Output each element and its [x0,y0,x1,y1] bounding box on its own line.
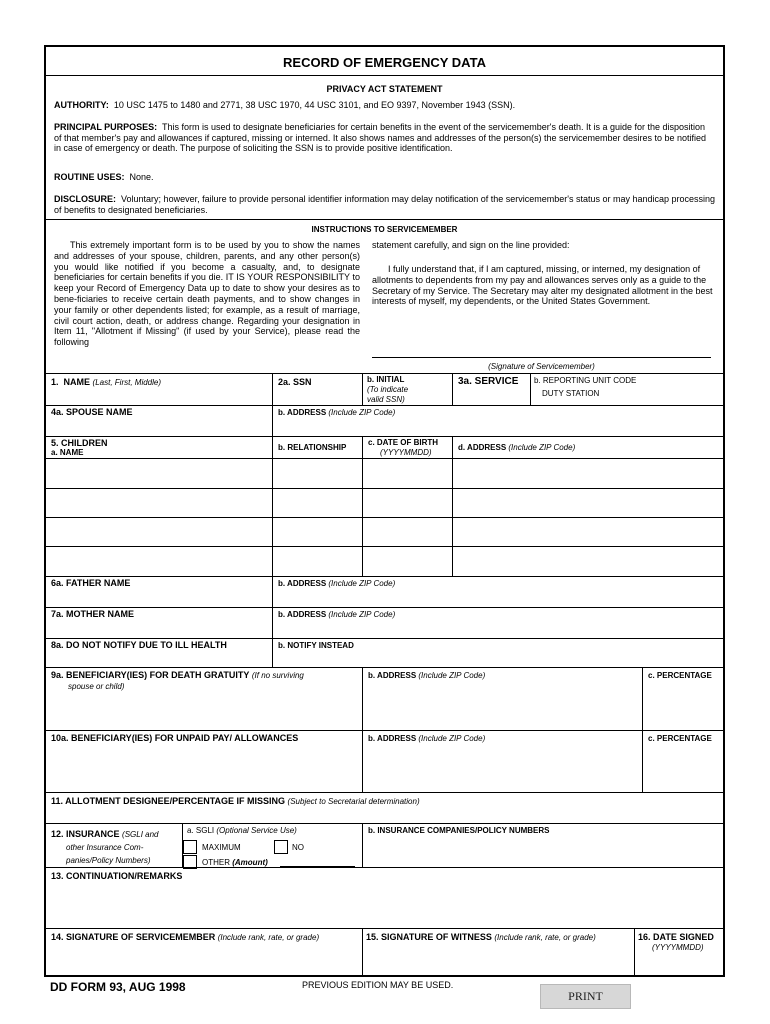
field-6b-address[interactable] [278,579,395,589]
field-12-label: 12. INSURANCE [51,829,120,839]
divider [46,576,723,577]
field-9a-hint2: spouse or child) [68,682,125,691]
field-2b-hint1: (To indicate [367,385,409,394]
instructions-right-intro: statement carefully, and sign on the line provided: [372,240,570,250]
field-1-name-label[interactable] [51,377,161,388]
field-2b-initial[interactable]: b. INITIAL [367,375,405,384]
instructions-statement: I fully understand that, if I am captured, missing, or interned, my designation of allotments to dependents from my pay and allowances serves only as a guide to the Secretary of my Service. The Secretary may alter my designated allotment in the best interests of myself, my dependents, or the United States Government. [372,264,713,307]
field-5-children: 5. CHILDREN [51,438,108,448]
field-2a-ssn[interactable]: 2a. SSN [278,377,312,387]
field-8a-do-not-notify[interactable]: 8a. DO NOT NOTIFY DUE TO ILL HEALTH [51,640,227,650]
form-title: RECORD OF EMERGENCY DATA [283,55,486,70]
print-button[interactable]: PRINT [540,984,631,1009]
field-14-label: 14. SIGNATURE OF SERVICEMEMBER [51,932,216,942]
field-12-hint2: other Insurance Com- [66,843,144,852]
field-12a-label: a. SGLI [187,826,215,835]
divider [46,607,723,608]
edition-note: PREVIOUS EDITION MAY BE USED. [302,980,454,990]
divider [46,638,723,639]
divider [46,667,723,668]
divider [46,75,723,76]
field-12a-sgli [187,826,297,836]
divider [530,373,531,405]
divider [362,928,363,977]
divider [46,730,723,731]
divider [46,867,723,868]
instructions-left-text: This extremely important form is to be used by you to show the names and addresses of your spouse, children, parents, and any other person(s) you would like notified if you become a casualty, and, to designate beneficiaries for certain benefits if you die. IT IS YOUR RESPONSIBILITY to keep your Record of Emergency Data up to date to show your desires as to bene-ficiaries to receive certain death payments, and to show changes in your family or other dependents listed; for example, as a result of marriage, civil court action, death, or address change. Regarding your designation in Item 11, "Allotment if Missing" (if used by your Service), please read the following [54,240,360,348]
field-9c-percentage[interactable]: c. PERCENTAGE [648,671,712,680]
field-9b-label: b. ADDRESS [368,671,417,680]
field-6b-hint: (Include ZIP Code) [328,579,396,588]
field-5d-label: d. ADDRESS [458,443,507,452]
field-9b-address[interactable] [368,671,485,681]
field-11-label: 11. ALLOTMENT DESIGNEE/PERCENTAGE IF MISSING [51,796,286,806]
purposes-statement [54,122,709,154]
divider [272,638,273,667]
authority-statement [54,100,719,111]
field-15-witness[interactable] [366,932,596,943]
disclosure-text: Voluntary; however, failure to provide personal identifier information may delay notification of the servicemember's status or may handicap processing of benefits to designated beneficiaries. [54,194,716,215]
field-12-insurance [51,829,159,840]
divider [46,373,723,374]
child-row[interactable] [46,547,723,576]
field-4b-label: b. ADDRESS [278,408,327,417]
authority-text: 10 USC 1475 to 1480 and 2771, 38 USC 1970, 44 USC 3101, and EO 9397, November 1943 (SSN). [113,100,516,110]
field-1-num: 1. [51,377,59,387]
divider [362,667,363,730]
field-16-date-signed[interactable]: 16. DATE SIGNED [638,932,714,942]
field-3b-reporting-unit[interactable]: b. REPORTING UNIT CODE [534,376,637,385]
field-6a-father-name[interactable]: 6a. FATHER NAME [51,578,131,588]
field-5d-hint: (Include ZIP Code) [508,443,576,452]
field-10a-unpaid-pay[interactable]: 10a. BENEFICIARY(IES) FOR UNPAID PAY/ ALLOWANCES [51,733,299,743]
field-12-hint1: (SGLI and [122,830,159,839]
field-7b-hint: (Include ZIP Code) [328,610,396,619]
divider [272,607,273,638]
field-6b-label: b. ADDRESS [278,579,327,588]
field-10b-hint: (Include ZIP Code) [418,734,486,743]
field-2b-hint2: valid SSN) [367,395,405,404]
field-1-hint: (Last, First, Middle) [92,378,162,387]
divider [642,667,643,730]
divider [272,576,273,607]
no-label: NO [292,843,304,852]
field-10c-percentage[interactable]: c. PERCENTAGE [648,734,712,743]
field-5a-name: a. NAME [51,448,84,457]
divider [46,405,723,406]
routine-label: ROUTINE USES: [54,172,125,182]
field-7b-address[interactable] [278,610,395,620]
purposes-label: PRINCIPAL PURPOSES: [54,122,158,132]
purposes-text: This form is used to designate beneficiaries for certain benefits in the event of the servicemember's death. It is a guide for the disposition of that member's pay and allowances if captured, missing or interned. It also shows names and addresses of the person(s) the servicemember desires to be notified in case of emergency or death. The purpose of soliciting the SSN is to provide positive identification. [54,122,707,153]
divider [362,730,363,792]
child-row[interactable] [46,518,723,546]
signature-caption: (Signature of Servicemember) [488,362,595,371]
field-1-label: NAME [63,377,91,387]
routine-text: None. [129,172,154,182]
divider [46,823,723,824]
field-9a-hint1: (If no surviving [251,671,304,680]
no-checkbox[interactable] [274,840,288,854]
field-5b-relationship: b. RELATIONSHIP [278,443,347,452]
emergency-data-form [44,45,725,977]
field-10b-label: b. ADDRESS [368,734,417,743]
field-12b-companies[interactable]: b. INSURANCE COMPANIES/POLICY NUMBERS [368,826,550,835]
field-7b-label: b. ADDRESS [278,610,327,619]
amount-hint: (Amount) [232,858,268,867]
authority-label: AUTHORITY: [54,100,109,110]
field-9b-hint: (Include ZIP Code) [418,671,486,680]
field-12-hint3: panies/Policy Numbers) [66,856,151,865]
field-12a-hint: (Optional Service Use) [216,826,297,835]
maximum-checkbox[interactable] [183,840,197,854]
field-3b-duty-station[interactable]: DUTY STATION [542,389,600,398]
disclosure-label: DISCLOSURE: [54,194,117,204]
divider [46,928,723,929]
divider [362,373,363,405]
field-10b-address[interactable] [368,734,485,744]
privacy-heading: PRIVACY ACT STATEMENT [326,84,443,94]
routine-uses [54,172,719,183]
field-15-label: 15. SIGNATURE OF WITNESS [366,932,492,942]
divider [46,436,723,437]
field-4b-address[interactable] [278,408,395,418]
other-text: OTHER [202,858,230,867]
field-5c-dob: c. DATE OF BIRTH [368,438,439,447]
field-15-hint: (Include rank, rate, or grade) [494,933,596,942]
field-4b-hint: (Include ZIP Code) [328,408,396,417]
disclosure-statement [54,194,719,215]
child-row[interactable] [46,489,723,517]
field-14-hint: (Include rank, rate, or grade) [217,933,320,942]
instructions-heading: INSTRUCTIONS TO SERVICEMEMBER [311,225,458,234]
field-11-allotment[interactable] [51,796,420,807]
field-11-hint: (Subject to Secretarial determination) [287,797,420,806]
field-16-hint: (YYYYMMDD) [652,943,704,952]
divider [634,928,635,977]
field-14-signature[interactable] [51,932,319,943]
divider [46,792,723,793]
divider [642,730,643,792]
field-4a-spouse-name[interactable]: 4a. SPOUSE NAME [51,407,133,417]
field-9a-death-gratuity[interactable] [51,670,304,681]
servicemember-signature-line[interactable] [372,357,711,358]
field-3a-service[interactable]: 3a. SERVICE [458,376,519,387]
divider [46,219,723,220]
child-row[interactable] [46,459,723,488]
field-5d-address [458,443,575,453]
field-7a-mother-name[interactable]: 7a. MOTHER NAME [51,609,135,619]
field-13-remarks[interactable]: 13. CONTINUATION/REMARKS [51,871,183,881]
form-id: DD FORM 93, AUG 1998 [50,980,186,994]
divider [452,373,453,405]
divider [272,405,273,436]
field-9a-label: 9a. BENEFICIARY(IES) FOR DEATH GRATUITY [51,670,250,680]
divider [272,373,273,405]
divider [362,823,363,867]
field-5c-hint: (YYYYMMDD) [380,448,432,457]
maximum-label: MAXIMUM [202,843,241,852]
field-8b-notify-instead[interactable]: b. NOTIFY INSTEAD [278,641,354,650]
